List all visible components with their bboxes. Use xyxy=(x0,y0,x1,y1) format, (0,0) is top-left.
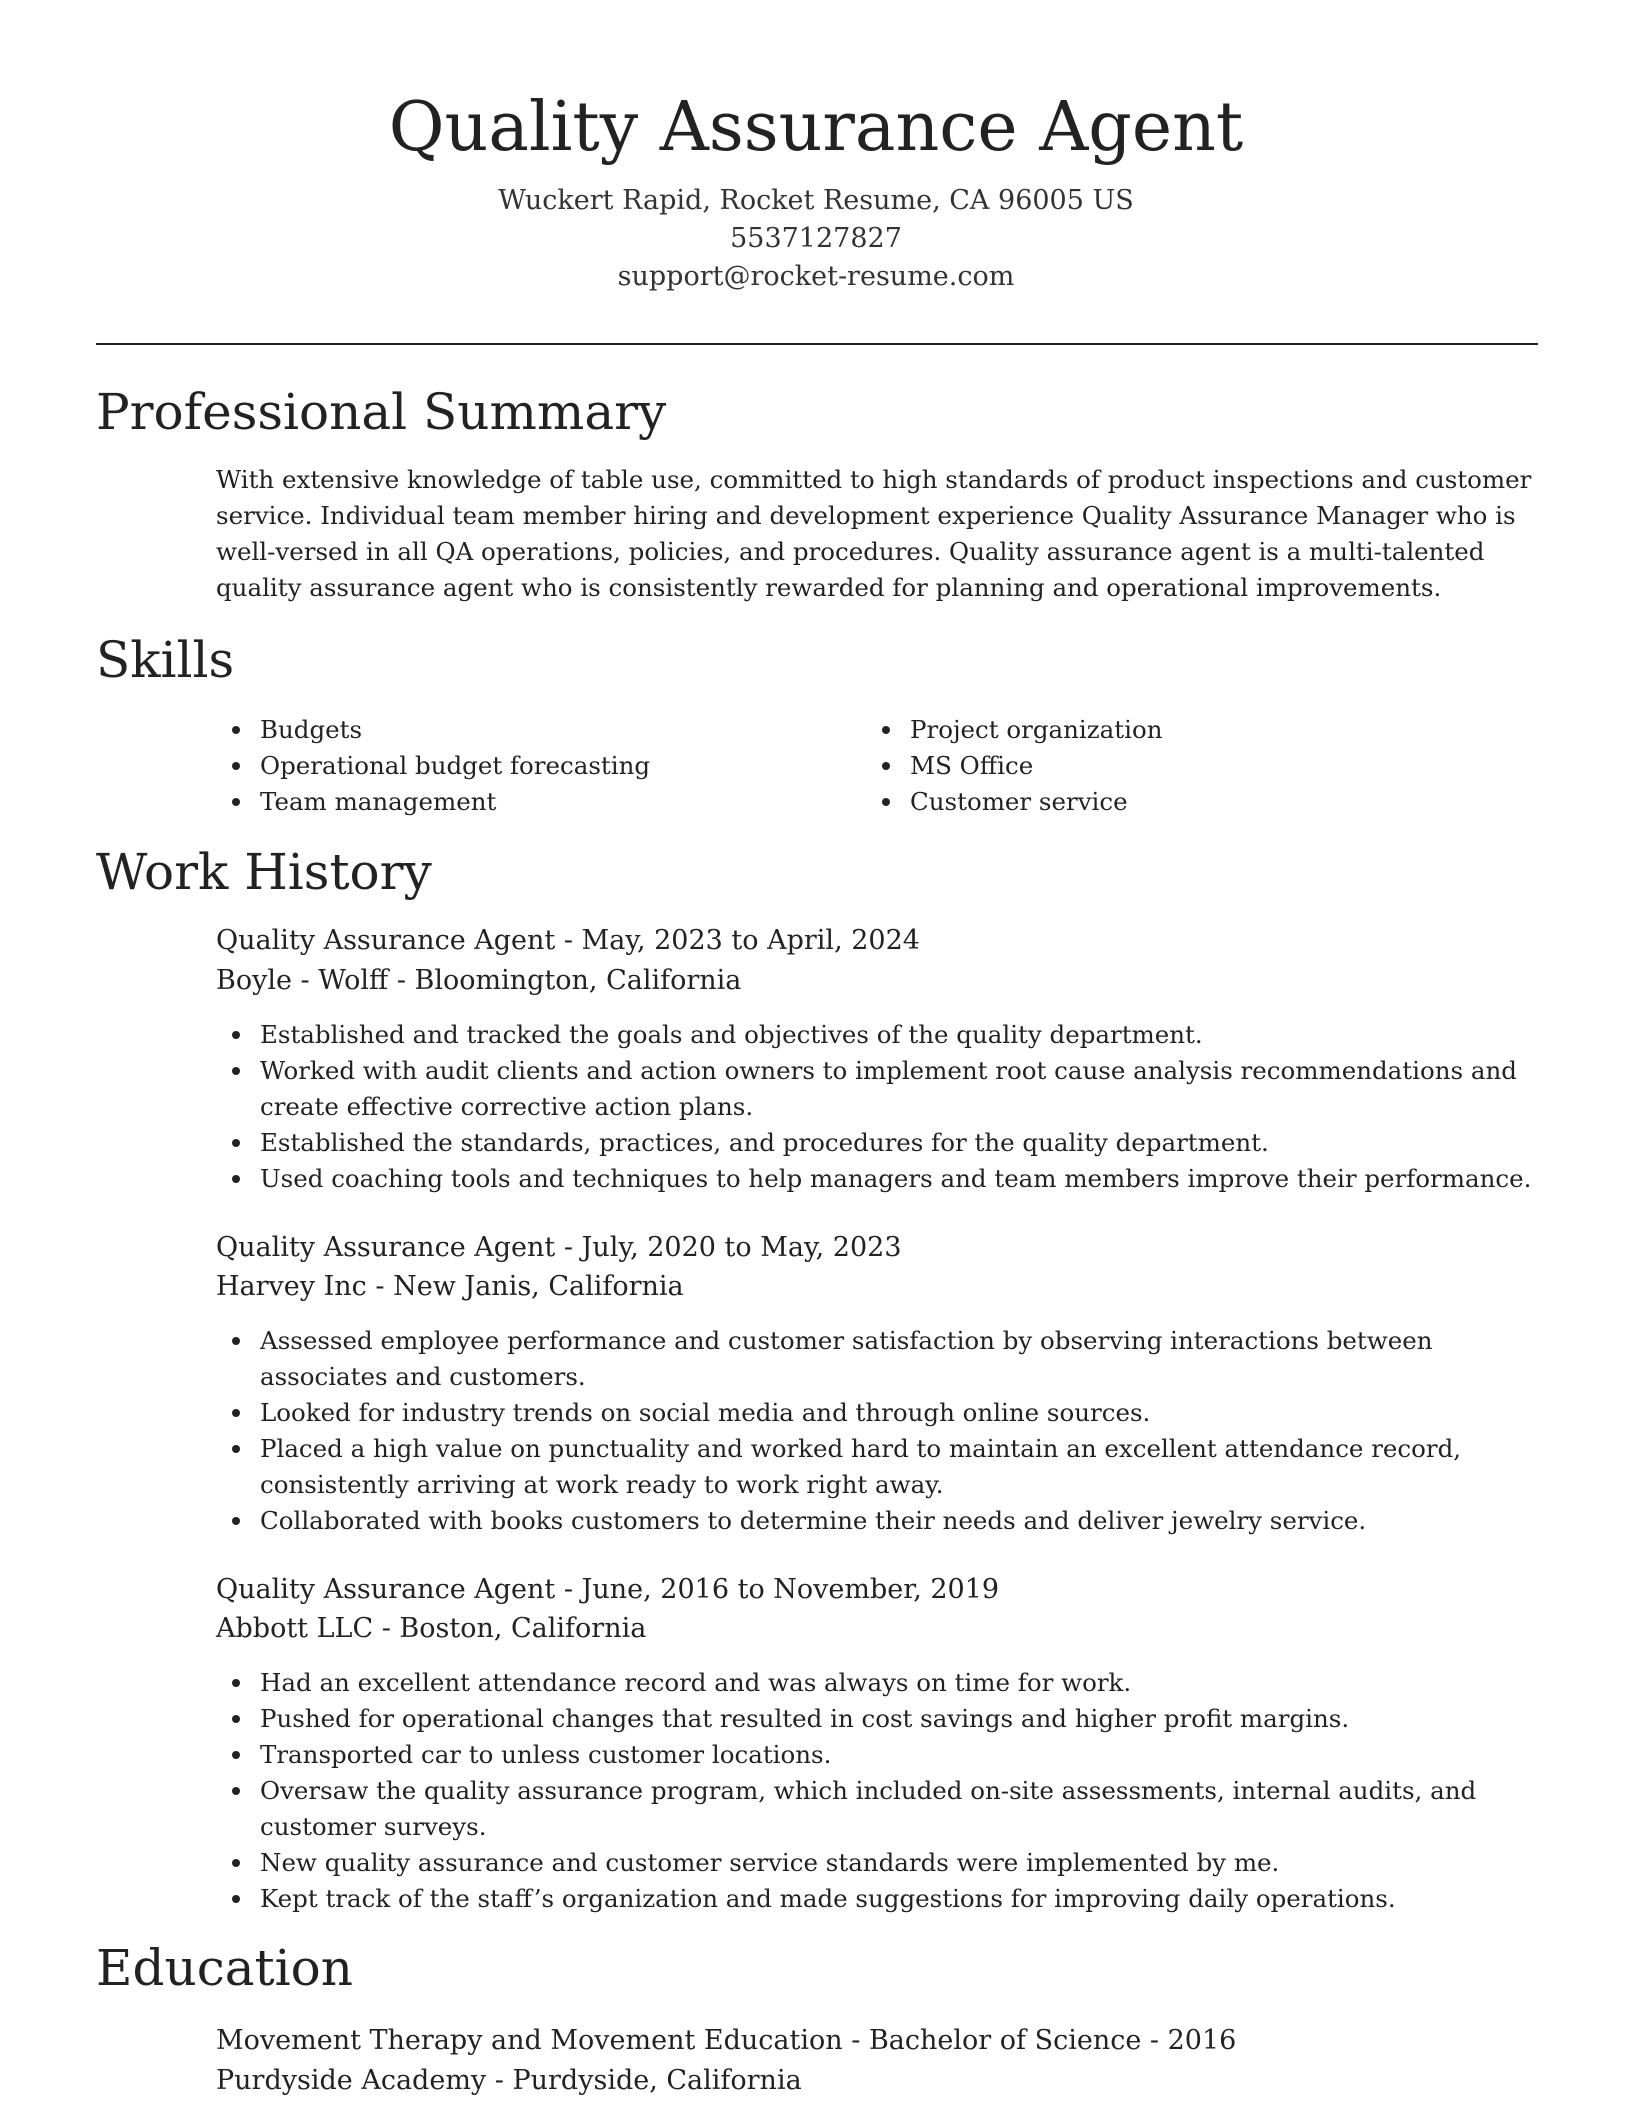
job-title: Quality Assurance Agent xyxy=(216,925,556,956)
skill-item: Operational budget forecasting xyxy=(216,748,836,784)
job-location: - Boston, California xyxy=(373,1613,647,1644)
job-dates: - July, 2020 to May, 2023 xyxy=(555,1232,902,1263)
job-duty: Established and tracked the goals and objectives of the quality department. xyxy=(216,1017,1546,1053)
contact-phone: 5537127827 xyxy=(730,223,902,254)
contact-block xyxy=(0,182,1632,296)
job-location: - Bloomington, California xyxy=(388,965,742,996)
education-heading: Education xyxy=(96,1939,353,1997)
skills-heading: Skills xyxy=(96,631,235,689)
job-duty: Worked with audit clients and action owners to implement root cause analysis recommendations and create effective corrective action plans. xyxy=(216,1053,1546,1125)
job-duties xyxy=(216,1017,1546,1197)
job-duty: Had an excellent attendance record and was always on time for work. xyxy=(216,1665,1546,1701)
job-title-line xyxy=(216,1571,999,1609)
summary-heading: Professional Summary xyxy=(96,383,667,441)
job-duties xyxy=(216,1323,1546,1539)
job-company-line xyxy=(216,1610,646,1648)
education-degree-line: Movement Therapy and Movement Education - Bachelor of Science - 2016 xyxy=(216,2025,1237,2056)
job-duty: Placed a high value on punctuality and worked hard to maintain an excellent attendance record, consistently arriving at work ready to work right away. xyxy=(216,1431,1546,1503)
job-duties xyxy=(216,1665,1546,1917)
skill-item: Project organization xyxy=(866,712,1486,748)
job-duty: Pushed for operational changes that resulted in cost savings and higher profit margins. xyxy=(216,1701,1546,1737)
skill-item: Customer service xyxy=(866,784,1486,820)
summary-text: With extensive knowledge of table use, committed to high standards of product inspections and customer service. Individual team member hiring and development experience Quality Assurance Manager who is well-versed in all QA operations, policies, and procedures. Quality assurance agent is a multi-talented quality assurance agent who is consistently rewarded for planning and operational improvements. xyxy=(216,465,1532,602)
skill-item: MS Office xyxy=(866,748,1486,784)
skills-column-left xyxy=(216,712,836,820)
job-duty: New quality assurance and customer service standards were implemented by me. xyxy=(216,1845,1546,1881)
education-school: Purdyside Academy xyxy=(216,2065,487,2096)
resume-header xyxy=(0,82,1632,296)
candidate-name: Quality Assurance Agent xyxy=(388,88,1244,167)
work-history-heading: Work History xyxy=(96,843,432,901)
job-title: Quality Assurance Agent xyxy=(216,1232,556,1263)
job-duty: Transported car to unless customer locations. xyxy=(216,1737,1546,1773)
skills-column-right xyxy=(866,712,1486,820)
education-school-line xyxy=(216,2062,802,2100)
skill-item: Budgets xyxy=(216,712,836,748)
job-duty: Kept track of the staff’s organization and made suggestions for improving daily operations. xyxy=(216,1881,1546,1917)
contact-email: support@rocket-resume.com xyxy=(617,261,1015,292)
job-company: Harvey Inc xyxy=(216,1271,367,1302)
job-duty: Used coaching tools and techniques to help managers and team members improve their performance. xyxy=(216,1161,1546,1197)
job-title: Quality Assurance Agent xyxy=(216,1574,556,1605)
job-dates: - June, 2016 to November, 2019 xyxy=(555,1574,1000,1605)
education-location: - Purdyside, California xyxy=(486,2065,802,2096)
job-company-line xyxy=(216,962,741,1000)
job-title-line xyxy=(216,922,920,960)
job-duty: Oversaw the quality assurance program, which included on-site assessments, internal audits, and customer surveys. xyxy=(216,1773,1546,1845)
job-duty: Looked for industry trends on social media and through online sources. xyxy=(216,1395,1546,1431)
job-duty: Established the standards, practices, and procedures for the quality department. xyxy=(216,1125,1546,1161)
skill-item: Team management xyxy=(216,784,836,820)
contact-address: Wuckert Rapid, Rocket Resume, CA 96005 US xyxy=(498,185,1134,216)
job-title-line xyxy=(216,1229,902,1267)
job-company-line xyxy=(216,1268,684,1306)
header-divider xyxy=(96,343,1538,345)
job-company: Abbott LLC xyxy=(216,1613,374,1644)
job-duty: Collaborated with books customers to determine their needs and deliver jewelry service. xyxy=(216,1503,1546,1539)
job-company: Boyle - Wolff xyxy=(216,965,389,996)
job-duty: Assessed employee performance and customer satisfaction by observing interactions between associates and customers. xyxy=(216,1323,1546,1395)
job-location: - New Janis, California xyxy=(366,1271,684,1302)
job-dates: - May, 2023 to April, 2024 xyxy=(555,925,920,956)
